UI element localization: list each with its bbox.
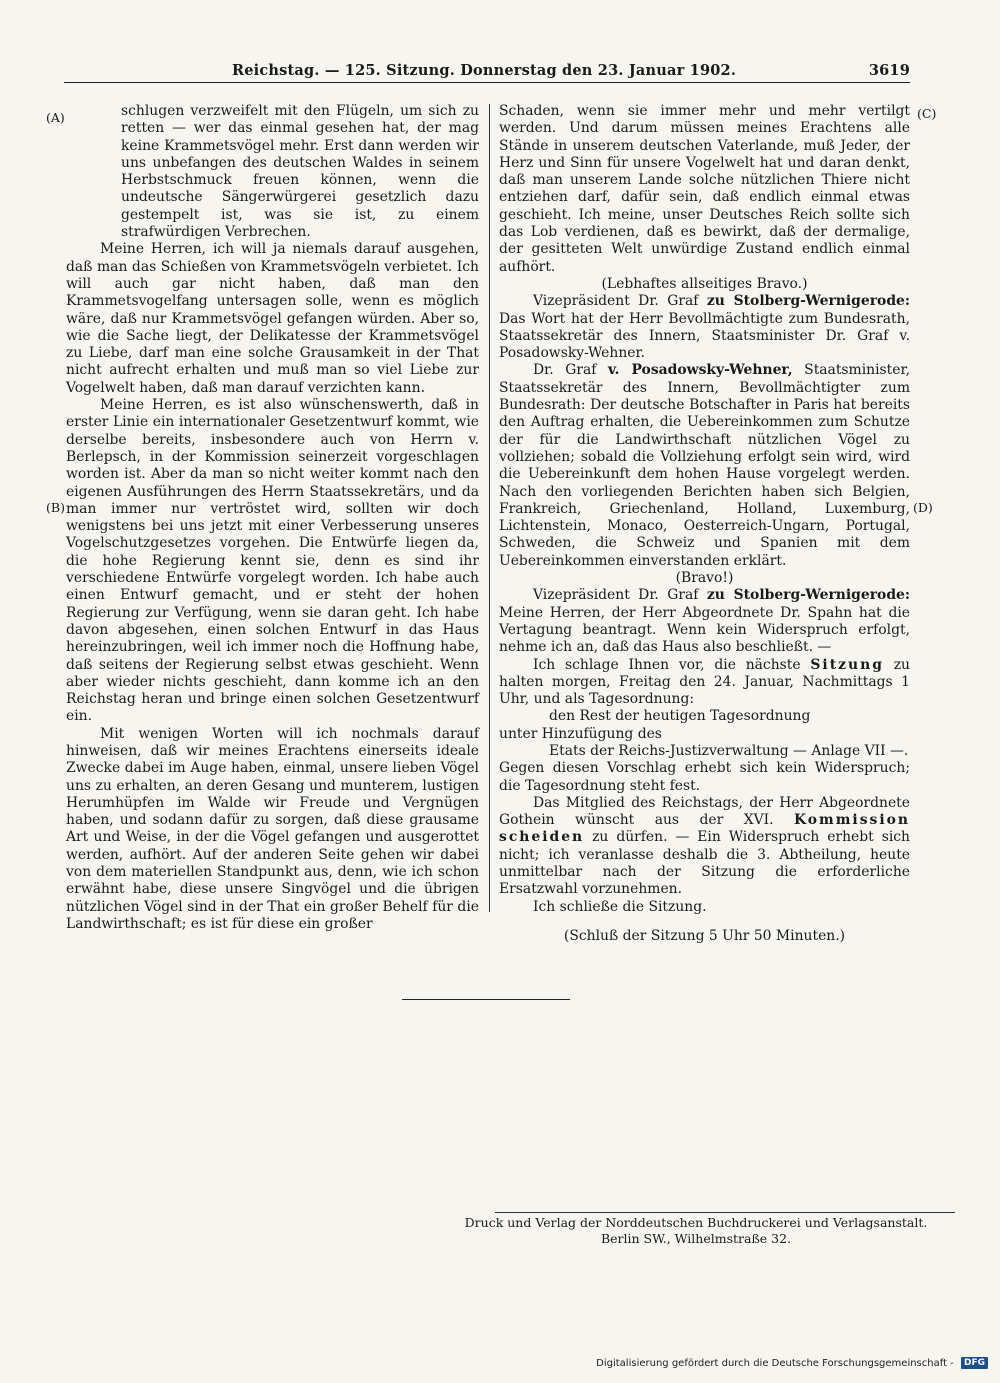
end-rule (402, 999, 570, 1000)
imprint-line-2: Berlin SW., Wilhelmstraße 32. (600, 1231, 792, 1246)
left-paragraph-4: Mit wenigen Worten will ich nochmals darauf hinweisen, daß wir meines Erachtens einerseits ideale Zwecke dabei im Auge haben, einmal, unsere lieben Vögel uns zu erhalten, an deren Gesang und munterem, lustigen Herumhüpfen im Walde wir Freude und Vergnügen haben, und sodann dafür zu sorgen, daß diese grausame Art und Weise, in der die Vögel gefangen und ausgerottet werden, aufhört. Auf der anderen Seite gehen wir dabei von dem materiellen Standpunkt aus, denn, wie ich schon erwähnt habe, diese unsere Singvögel und die übrigen nützlichen Vögel sind in der That ein großer Behelf für die Landwirthschaft; es ist für diese ein großer (66, 725, 479, 932)
left-paragraph-2: Meine Herren, ich will ja niemals darauf ausgehen, daß man das Schießen von Krammetsvögeln verbietet. Ich will auch gar nicht haben, daß man den Krammetsvogelfang untersagen solle, wenn es möglich wäre, daß nur Krammetsvögel gefangen würden. Aber so, wie die Sache liegt, der Delikatesse der Krammetsvögel zu Liebe, darf man eine solche Grausamkeit in der That nicht aufrecht erhalten und muß man so viel Liebe zur Vogelwelt haben, daß man darauf verzichten kann. (66, 241, 479, 396)
speech-text: zu dürfen. — Ein Widerspruch erhebt sich nicht; ich veranlasse deshalb die 3. Abtheilung, heute unmittelbar nach der Sitzung die erforderliche Ersatzwahl vorzunehmen. (499, 829, 910, 898)
speech-text: Staatsminister, Staatssekretär des Innern, Bevollmächtigter zum Bundesrath: Der deutsche Botschafter in Paris hat bereits den Auftrag erhalten, die Uebereinkommen zum Schutze der für die Landwirthschaft nützlichen Vögel zu vollziehen; sobald die Vollziehung erfolgt sein wird, wird die Uebereinkunft dem hohen Hause vorgelegt werden. Nach den vorliegenden Berichten haben sich Belgien, Frankreich, Griechenland, Holland, Luxemburg, Lichtenstein, Monaco, Oesterreich-Ungarn, Portugal, Schweden, die Schweiz und Spanien mit dem Uebereinkommen einverstanden erklärt. (499, 362, 911, 569)
right-paragraph-2 (499, 293, 910, 362)
session-closing: (Schluß der Sitzung 5 Uhr 50 Minuten.) (563, 927, 846, 944)
agenda-item-2: unter Hinzufügung des (499, 725, 662, 742)
footer-text: Digitalisierung gefördert durch die Deutsche Forschungsgemeinschaft - (596, 1358, 954, 1369)
speech-text: Das Wort hat der Herr Bevollmächtigte zum Bundesrath, Staatssekretär des Innern, Staatsminister Dr. Graf v. Posadowsky-Wehner. (499, 310, 910, 362)
imprint-rule (495, 1212, 955, 1213)
agenda-item-1: den Rest der heutigen Tagesordnung (549, 708, 811, 725)
page-number: 3619 (868, 62, 910, 79)
emphasis-kommission: Kommission scheiden (499, 812, 910, 846)
margin-mark-b: (B) (46, 500, 65, 515)
left-paragraph-1: schlugen verzweifelt mit den Flügeln, um sich zu retten — wer das einmal gesehen hat, der mag keine Krammetsvögel mehr. Erst dann werden wir uns unbefangen des deutschen Waldes in seinem Herbstschmuck freuen können, wenn die undeutsche Sängerwürgerei gesetzlich dazu gestempelt ist, was sie ist, zu einem strafwürdigen Verbrechen. (121, 103, 479, 241)
right-paragraph-4 (499, 587, 910, 656)
speech-text: Ich schlage Ihnen vor, die nächste (533, 656, 801, 673)
speaker-title: Vizepräsident Dr. Graf (533, 293, 699, 310)
right-paragraph-3 (499, 362, 910, 570)
running-header (232, 62, 910, 80)
spacer (499, 916, 910, 928)
margin-mark-c: (C) (917, 106, 937, 121)
speaker-title: Vizepräsident Dr. Graf (533, 587, 699, 604)
speaker-name: zu Stolberg-Wernigerode: (706, 587, 910, 604)
right-paragraph-1: Schaden, wenn sie immer mehr und mehr vertilgt werden. Und darum müssen meines Erachtens alle Stände in unserem deutschen Vaterlande, muß Jeder, der Herz und Sinn für unsere Vogelwelt hat und daran denkt, daß man unserem Lande solche nützlichen Thiere nicht entziehen darf, dafür sein, daß endlich einmal etwas geschieht. Ich meine, unser Deutsches Reich sollte sich das Lob verdienen, daß es bewirkt, daß der dermalige, der gesitteten Welt unwürdige Zustand endlich einmal aufhört. (499, 103, 910, 275)
speech-text: Meine Herren, der Herr Abgeordnete Dr. Spahn hat die Vertagung beantragt. Wenn kein Widerspruch erfolgt, nehme ich an, daß das Haus also beschließt. — (499, 604, 910, 656)
column-divider (489, 104, 490, 912)
speaker-name: v. Posadowsky-Wehner, (607, 362, 793, 379)
speech-text: zu halten morgen, Freitag den 24. Januar, Nachmittags 1 Uhr, und als Tagesordnung: (499, 656, 910, 708)
emphasis-sitzung: Sitzung (810, 656, 884, 673)
left-paragraph-3: Meine Herren, es ist also wünschenswerth, daß in erster Linie ein internationaler Gesetzentwurf kommt, wie derselbe bereits, insbesondere auch von Herrn v. Berlepsch, in der Kommission seinerzeit vorgeschlagen worden ist. Aber da man so nicht weiter kommt nach den eigenen Ausführungen des Herrn Staatssekretärs, und da man immer nur vertröstet wird, sollten wir doch wenigstens bei uns jetzt mit einer Verbesserung unseres Vogelschutzgesetzes vorgehen. Die Entwürfe liegen da, die hohe Regierung kennt sie, denn es sind ihr verschiedene Entwürfe vorgelegt worden. Ich habe auch einen Entwurf gemacht, und er steht der hohen Regierung zur Verfügung, wenn sie daran geht. Ich habe davon abgesehen, einen solchen Entwurf in das Haus hereinzubringen, weil ich immer noch die Hoffnung habe, daß seitens der Regierung selbst etwas geschieht. Wenn aber wieder nichts geschieht, dann komme ich an den Reichstag heran und bringe einen solchen Gesetzentwurf ein. (66, 397, 479, 725)
right-paragraph-6: Gegen diesen Vorschlag erhebt sich kein Widerspruch; die Tagesordnung steht fest. (499, 760, 910, 794)
right-paragraph-5 (499, 657, 910, 709)
margin-mark-d: (D) (913, 500, 933, 515)
applause-1: (Lebhaftes allseitiges Bravo.) (601, 275, 808, 292)
header-rule (64, 82, 910, 83)
margin-mark-a: (A) (46, 110, 65, 125)
agenda-item-3: Etats der Reichs-Justizverwaltung — Anlage VII —. (549, 742, 909, 759)
speech-text: Das Mitglied des Reichstags, der Herr Abgeordnete Gothein wünscht aus der XVI. (499, 794, 910, 829)
dfg-logo-icon: DFG (961, 1357, 988, 1369)
header-title: Reichstag. — 125. Sitzung. Donnerstag den 23. Januar 1902. (232, 62, 737, 79)
left-column (66, 103, 479, 932)
speaker-title: Dr. Graf (533, 362, 597, 379)
imprint-line-1: Druck und Verlag der Norddeutschen Buchdruckerei und Verlagsanstalt. (464, 1215, 928, 1230)
right-paragraph-7 (499, 795, 910, 899)
right-column (499, 103, 911, 944)
speaker-name: zu Stolberg-Wernigerode: (706, 293, 910, 310)
digitization-footer (596, 1357, 988, 1369)
applause-2: (Bravo!) (675, 570, 734, 587)
imprint (440, 1215, 952, 1247)
right-paragraph-8: Ich schließe die Sitzung. (533, 898, 707, 915)
